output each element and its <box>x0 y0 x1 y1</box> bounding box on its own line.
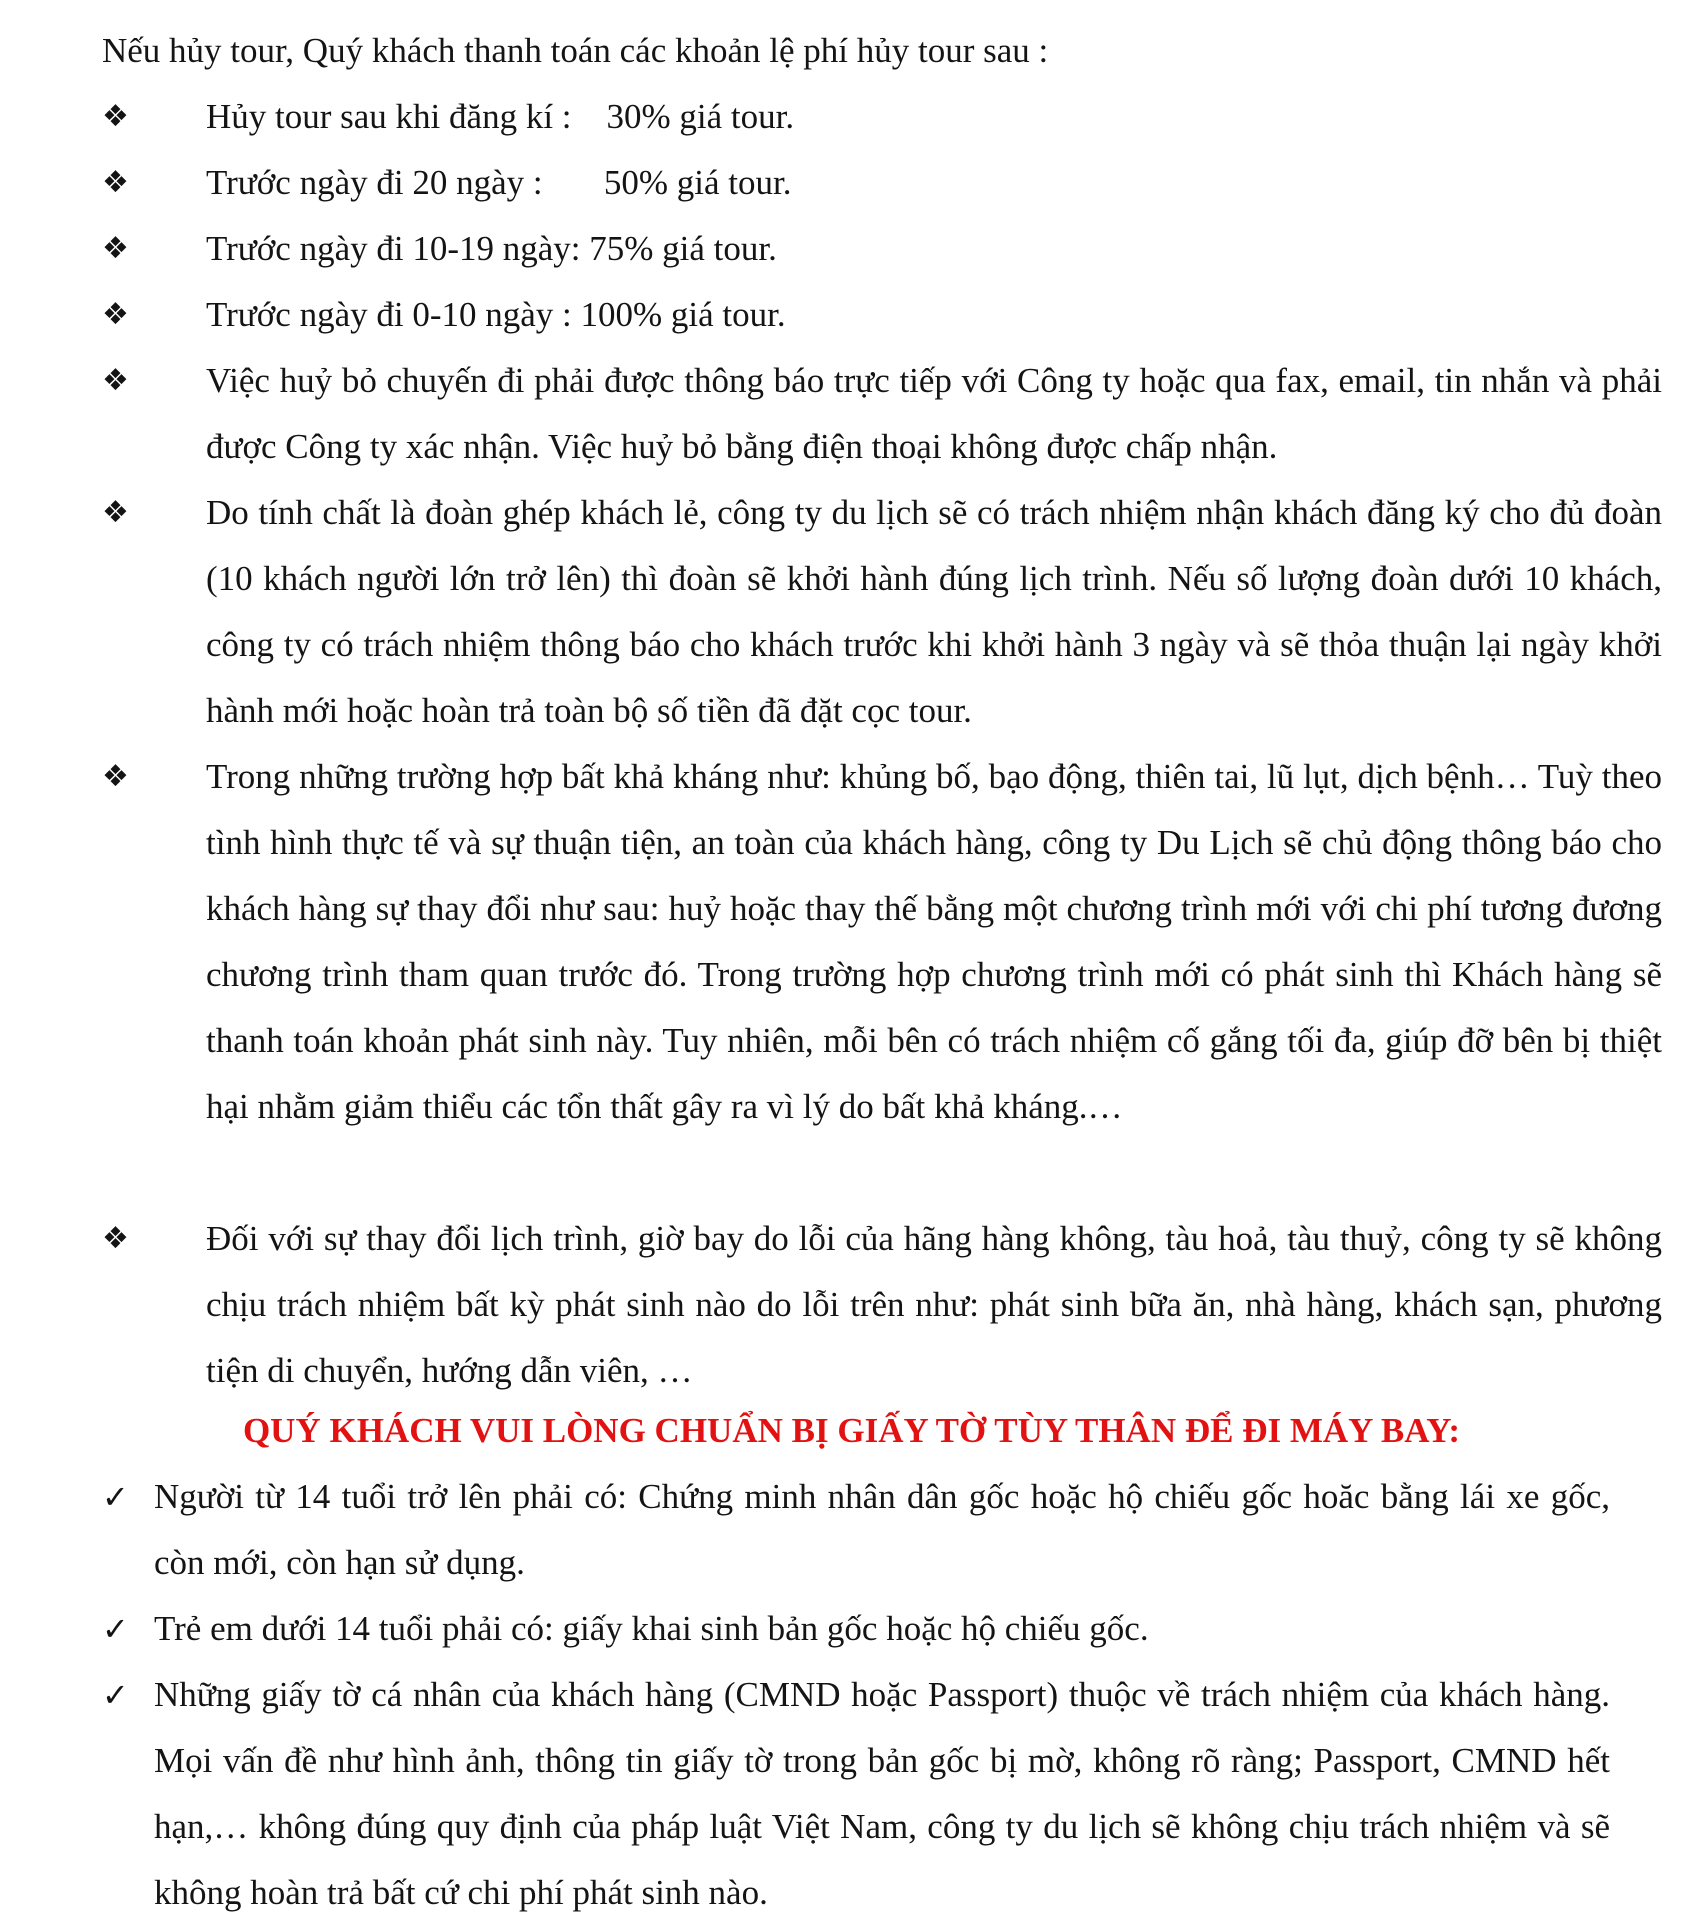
four-diamond-bullet-icon: ❖ <box>102 231 129 266</box>
list-item <box>102 1662 1662 1926</box>
list-item-text: Trước ngày đi 10-19 ngày: 75% giá tour. <box>206 229 777 268</box>
list-item <box>102 348 1662 480</box>
list-item-text: Trong những trường hợp bất khả kháng như: khủng bố, bạo động, thiên tai, lũ lụt, dịch bệnh… Tuỳ theo tình hình thực tế và sự thuận tiện, an toàn của khách hàng, công ty Du Lịch sẽ chủ động thông báo cho khách hàng sự thay đổi như sau: huỷ hoặc thay thế bằng một chương trình mới với chi phí tương đương chương trình tham quan trước đó. Trong trường hợp chương trình mới có phát sinh thì Khách hàng sẽ thanh toán khoản phát sinh này. Tuy nhiên, mỗi bên có trách nhiệm cố gắng tối đa, giúp đỡ bên bị thiệt hại nhằm giảm thiểu các tổn thất gây ra vì lý do bất khả kháng.… <box>206 757 1662 1126</box>
list-item-text: Do tính chất là đoàn ghép khách lẻ, công ty du lịch sẽ có trách nhiệm nhận khách đăng ký cho đủ đoàn (10 khách người lớn trở lên) thì đoàn sẽ khởi hành đúng lịch trình. Nếu số lượng đoàn dưới 10 khách, công ty có trách nhiệm thông báo cho khách trước khi khởi hành 3 ngày và sẽ thỏa thuận lại ngày khởi hành mới hoặc hoàn trả toàn bộ số tiền đã đặt cọc tour. <box>206 493 1662 730</box>
documents-heading: QUÝ KHÁCH VUI LÒNG CHUẨN BỊ GIẤY TỜ TÙY THÂN ĐỂ ĐI MÁY BAY: <box>242 1411 1461 1450</box>
intro-paragraph: Nếu hủy tour, Quý khách thanh toán các khoản lệ phí hủy tour sau : <box>102 31 1049 70</box>
four-diamond-bullet-icon: ❖ <box>102 759 129 794</box>
list-item-text: Đối với sự thay đổi lịch trình, giờ bay do lỗi của hãng hàng không, tàu hoả, tàu thuỷ, công ty sẽ không chịu trách nhiệm bất kỳ phát sinh nào do lỗi trên như: phát sinh bữa ăn, nhà hàng, khách sạn, phương tiện di chuyển, hướng dẫn viên, … <box>206 1219 1662 1390</box>
list-item <box>102 1596 1662 1662</box>
four-diamond-bullet-icon: ❖ <box>102 495 129 530</box>
list-item <box>102 84 1662 150</box>
list-item-text: Việc huỷ bỏ chuyến đi phải được thông báo trực tiếp với Công ty hoặc qua fax, email, tin nhắn và phải được Công ty xác nhận. Việc huỷ bỏ bằng điện thoại không được chấp nhận. <box>206 361 1662 466</box>
list-item <box>102 744 1662 1140</box>
list-item <box>102 216 1662 282</box>
list-item-text: Hủy tour sau khi đăng kí : 30% giá tour. <box>206 97 795 136</box>
list-item <box>102 1206 1662 1404</box>
list-item-text: Những giấy tờ cá nhân của khách hàng (CMND hoặc Passport) thuộc về trách nhiệm của khách hàng. Mọi vấn đề như hình ảnh, thông tin giấy tờ trong bản gốc bị mờ, không rõ ràng; Passport, CMND hết hạn,… không đúng quy định của pháp luật Việt Nam, công ty du lịch sẽ không chịu trách nhiệm và sẽ không hoàn trả bất cứ chi phí phát sinh nào. <box>154 1675 1610 1912</box>
list-item-text: Trẻ em dưới 14 tuổi phải có: giấy khai sinh bản gốc hoặc hộ chiếu gốc. <box>154 1609 1149 1648</box>
check-mark-icon: ✓ <box>102 1478 129 1516</box>
four-diamond-bullet-icon: ❖ <box>102 363 129 398</box>
four-diamond-bullet-icon: ❖ <box>102 1221 129 1256</box>
check-mark-icon: ✓ <box>102 1610 129 1648</box>
list-item <box>102 282 1662 348</box>
check-mark-icon: ✓ <box>102 1676 129 1714</box>
list-item <box>102 480 1662 744</box>
list-item-text: Trước ngày đi 20 ngày : 50% giá tour. <box>206 163 792 202</box>
list-item-text: Người từ 14 tuổi trở lên phải có: Chứng minh nhân dân gốc hoặc hộ chiếu gốc hoăc bằng lái xe gốc, còn mới, còn hạn sử dụng. <box>154 1477 1610 1582</box>
list-item <box>102 150 1662 216</box>
four-diamond-bullet-icon: ❖ <box>102 165 129 200</box>
list-item <box>102 1464 1662 1596</box>
list-item-text: Trước ngày đi 0-10 ngày : 100% giá tour. <box>206 295 786 334</box>
four-diamond-bullet-icon: ❖ <box>102 297 129 332</box>
four-diamond-bullet-icon: ❖ <box>102 99 129 134</box>
